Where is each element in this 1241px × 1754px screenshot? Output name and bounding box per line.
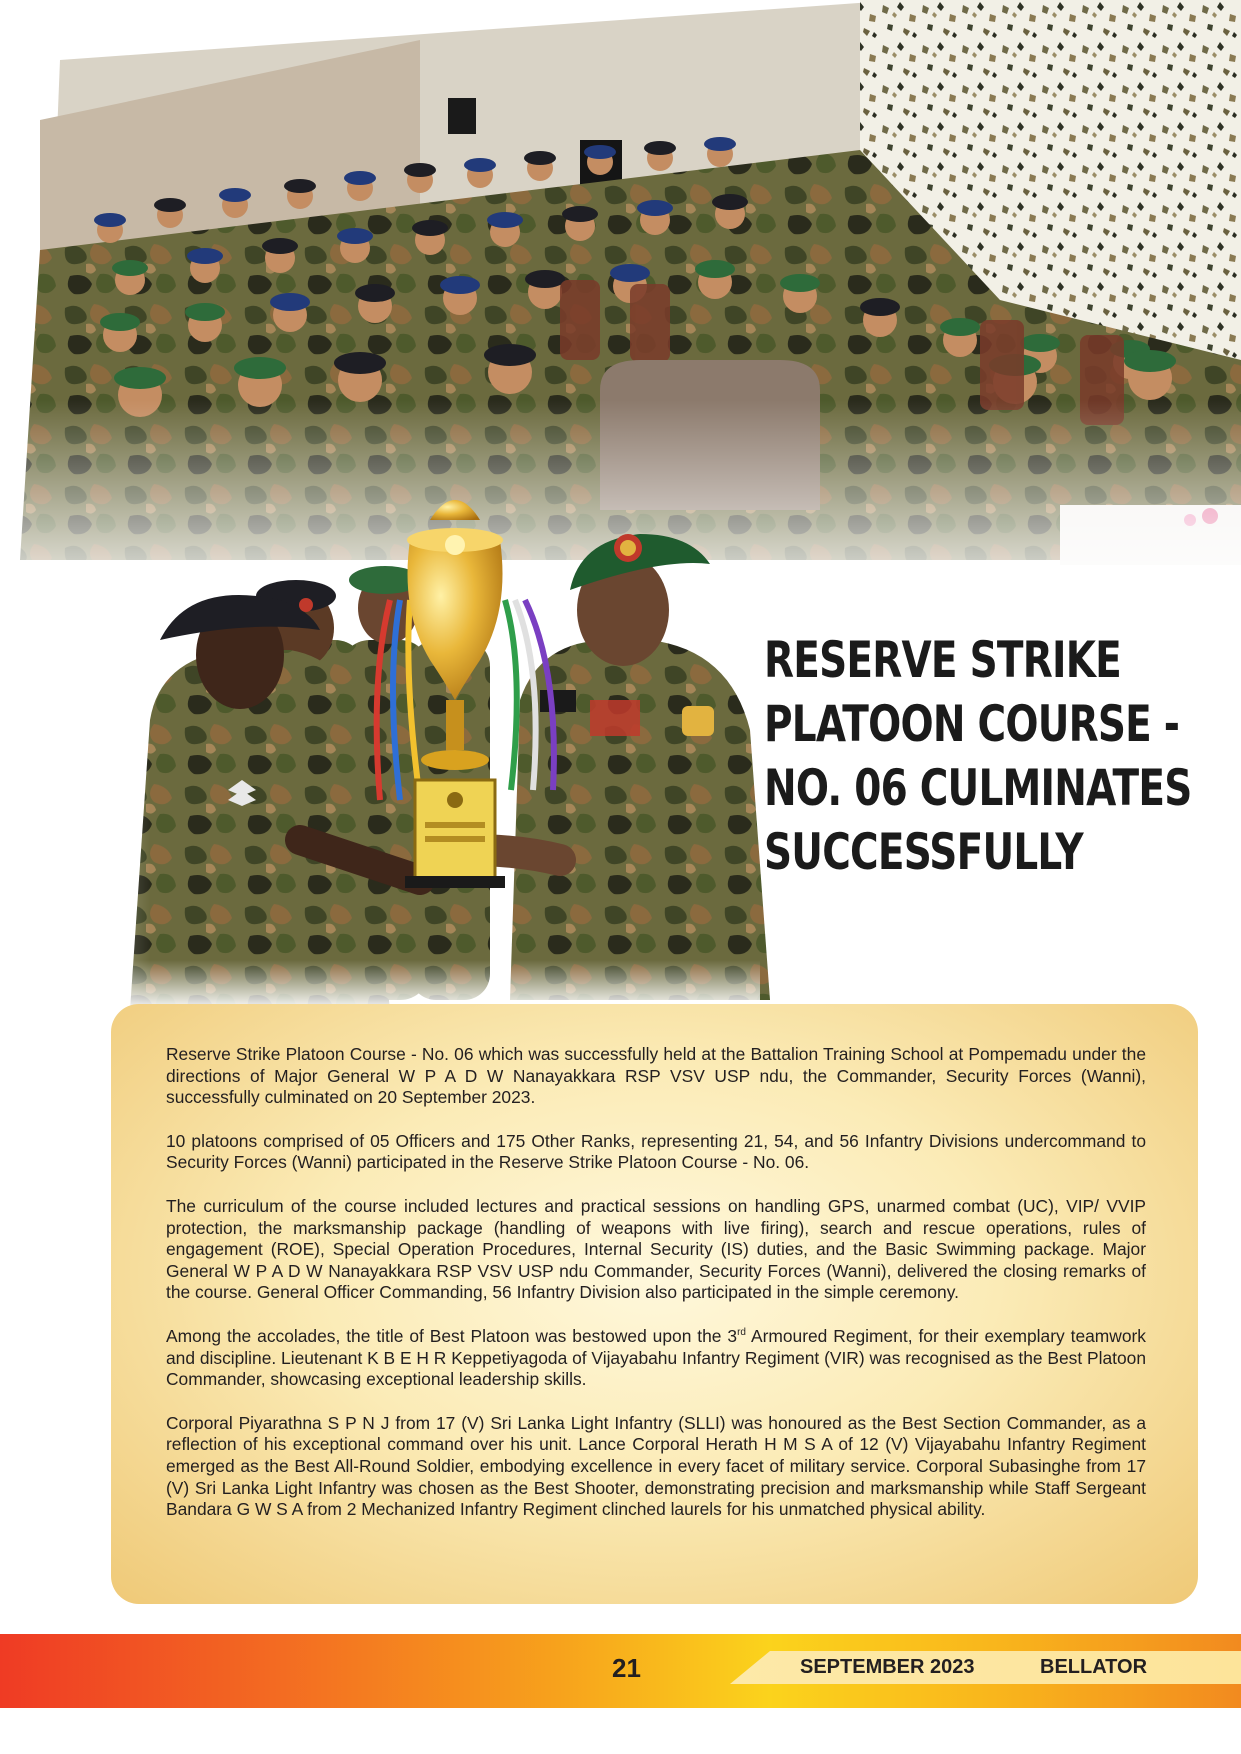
issue-date: SEPTEMBER 2023 [800, 1656, 975, 1678]
paragraph-text: Among the accolades, the title of Best Platoon was bestowed upon the 3 [166, 1325, 738, 1346]
headline-line: PLATOON COURSE - [764, 695, 1180, 753]
article-headline [764, 628, 1192, 884]
ordinal-suffix: rd [737, 1327, 746, 1339]
page-number: 21 [612, 1653, 641, 1683]
headline-line: NO. 06 CULMINATES [764, 759, 1192, 817]
magazine-name: BELLATOR [1040, 1656, 1148, 1678]
article-paragraph: Reserve Strike Platoon Course - No. 06 which was successfully held at the Battalion Training School at Pompemadu under the directions of Major General W P A D W Nanayakkara RSP VSV USP ndu, the Commander, Security Forces (Wanni), successfully culminated on 20 September 2023. [166, 1044, 1146, 1108]
article-paragraph: Corporal Piyarathna S P N J from 17 (V) Sri Lanka Light Infantry (SLLI) was honoured as the Best Section Commander, as a reflection of his exceptional command over his unit. Lance Corporal Herath H M S A of 12 (V) Vijayabahu Infantry Regiment emerged as the Best All-Round Soldier, embodying excellence in every facet of military service. Corporal Subasinghe from 17 (V) Sri Lanka Light Infantry was chosen as the Best Shooter, demonstrating precision and marksmanship while Staff Sergeant Bandara G W S A from 2 Mechanized Infantry Regiment clinched laurels for his unmatched physical ability. [166, 1412, 1146, 1520]
headline-line: RESERVE STRIKE [764, 631, 1122, 689]
headline-line: SUCCESSFULLY [764, 823, 1083, 881]
article-paragraph: The curriculum of the course included lectures and practical sessions on handling GPS, unarmed combat (UC), VIP/ VVIP protection, the marksmanship package (handling of weapons with live firing), search and rescue operations, rules of engagement (ROE), Special Operation Procedures, Internal Security (IS) duties, and the Basic Swimming package. Major General W P A D W Nanayakkara RSP VSV USP ndu Commander, Security Forces (Wanni), delivered the closing remarks of the course. General Officer Commanding, 56 Infantry Division also participated in the simple ceremony. [166, 1195, 1146, 1303]
article-body-panel [111, 1004, 1198, 1604]
speaker-icon [448, 98, 476, 134]
paragraph-text: Armoured Regiment, for their exemplary teamwork and discipline. Lieutenant K B E H R Keppetiyagoda of Vijayabahu Infantry Regiment (VIR) was recognised as the Best Platoon Commander, showcasing exceptional leadership skills. [166, 1325, 1146, 1390]
article-paragraph [166, 1326, 1146, 1391]
article-paragraph: 10 platoons comprised of 05 Officers and 175 Other Ranks, representing 21, 54, and 56 Infantry Divisions undercommand to Security Forces (Wanni) participated in the Reserve Strike Platoon Course - No. 06. [166, 1130, 1146, 1173]
